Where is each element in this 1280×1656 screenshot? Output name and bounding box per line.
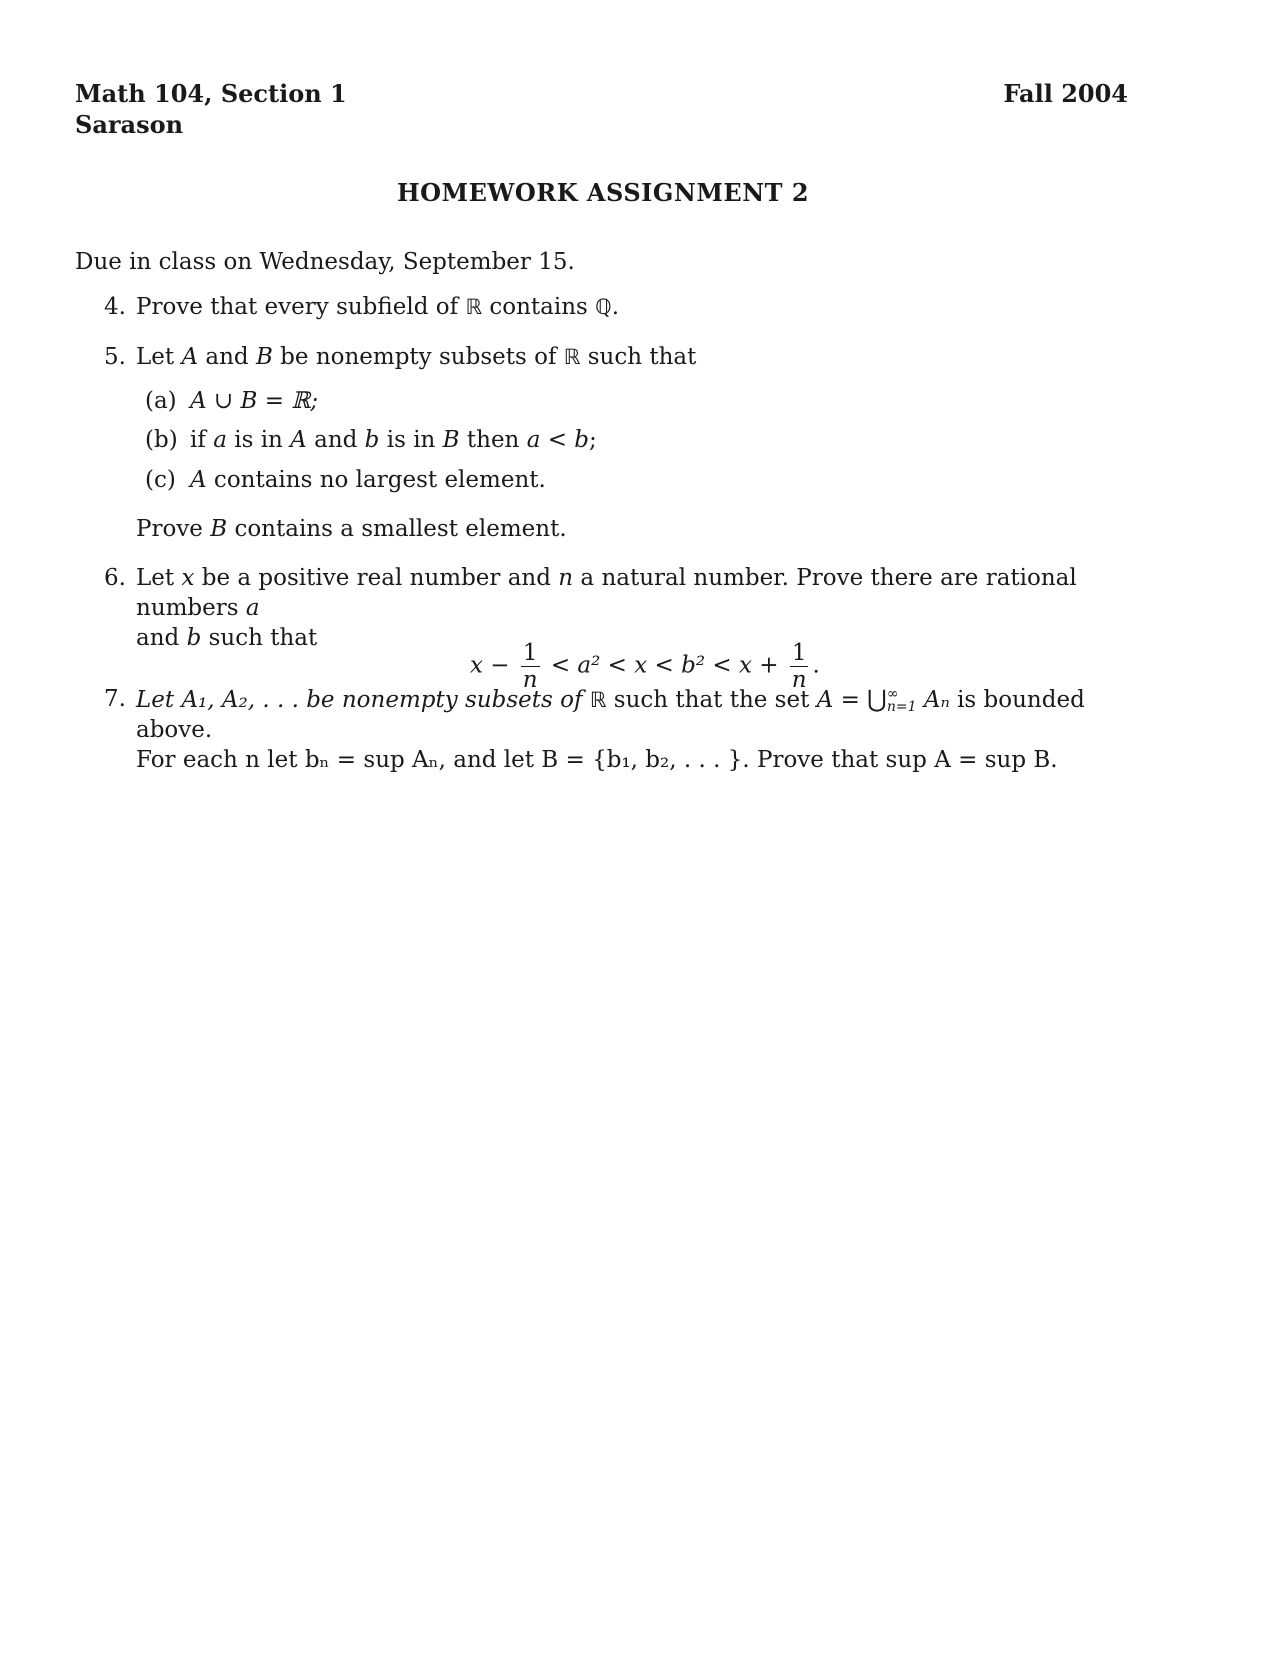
math-term: A = [816, 687, 860, 713]
problem-text: is bounded above. [136, 687, 1085, 743]
problem-text: such that [201, 625, 318, 651]
reals-symbol: ℝ [563, 345, 581, 369]
condition-label: (c) [145, 467, 176, 493]
set-b: B [255, 344, 273, 370]
problem-5-conclusion [104, 514, 1124, 544]
condition-text: and [306, 427, 365, 453]
problem-text: . [611, 294, 620, 320]
due-date: Due in class on Wednesday, September 15. [75, 249, 575, 275]
problem-text: contains a smallest element. [227, 516, 567, 542]
header-left [75, 78, 347, 140]
var-a: a [245, 595, 260, 621]
var-a: a [213, 427, 227, 453]
problem-text: be a positive real number and [194, 565, 559, 591]
var-x: x [181, 565, 195, 591]
problem-text: be nonempty subsets of [272, 344, 564, 370]
reals-symbol: ℝ [465, 295, 483, 319]
math-term: < a² < x < b² < x + [550, 652, 779, 679]
condition-c [145, 467, 546, 493]
problem-number: 7. [104, 686, 126, 712]
inequality: a < b [526, 427, 590, 453]
problem-text: Let A₁, A₂, . . . be nonempty subsets of [136, 687, 590, 713]
math-term: x − [470, 652, 510, 679]
course-name: Math 104, Section 1 [75, 79, 347, 108]
numerator: 1 [791, 640, 807, 666]
problem-number: 6. [104, 565, 126, 591]
condition-text: A ∪ B = ℝ; [190, 388, 319, 414]
upper-limit: ∞ [886, 686, 899, 702]
condition-b [145, 427, 597, 453]
math-term: Aₙ [923, 687, 950, 713]
set-b: B [442, 427, 460, 453]
var-b: b [364, 427, 380, 453]
problem-number: 5. [104, 344, 126, 370]
problem-text: Prove [136, 516, 211, 542]
problem-text: Prove that every subfield of [136, 294, 466, 320]
numerator: 1 [522, 640, 538, 666]
condition-text: ; [589, 427, 597, 453]
lower-limit: n=1 [886, 699, 917, 715]
problem-text: a natural number. Prove there are rational numbers [136, 565, 1077, 621]
problem-7 [104, 684, 1154, 775]
problem-text: such that the set [606, 687, 817, 713]
var-n: n [558, 565, 574, 591]
problem-text: Let [136, 565, 182, 591]
set-b: B [210, 516, 228, 542]
union-symbol: ⋃ [867, 685, 887, 713]
var-b: b [186, 625, 202, 651]
problem-text: such that [580, 344, 697, 370]
problem-text: contains [482, 294, 596, 320]
condition-text: then [459, 427, 527, 453]
assignment-title: HOMEWORK ASSIGNMENT 2 [396, 178, 810, 207]
condition-text: is in [226, 427, 291, 453]
problem-text: For each n let bₙ = sup Aₙ, and let B = {b₁, b₂, . . . }. Prove that sup A = sup B. [136, 747, 1058, 773]
set-a: A [181, 344, 199, 370]
instructor-name: Sarason [75, 110, 184, 139]
condition-a [145, 388, 318, 414]
denominator: n [791, 667, 807, 693]
problem-number: 4. [104, 294, 126, 320]
problem-text: and [136, 625, 187, 651]
problem-4 [104, 292, 1124, 322]
union-limits [887, 688, 917, 714]
math-term: . [812, 652, 820, 679]
term-label: Fall 2004 [1003, 79, 1128, 108]
set-a: A [190, 467, 207, 493]
condition-text: contains no largest element. [206, 467, 546, 493]
reals-symbol: ℝ [589, 688, 607, 712]
condition-text: if [190, 427, 214, 453]
condition-label: (b) [145, 427, 178, 453]
set-a: A [290, 427, 307, 453]
denominator: n [522, 667, 538, 693]
problem-text: and [198, 344, 256, 370]
rationals-symbol: ℚ [595, 295, 612, 319]
condition-text: is in [379, 427, 443, 453]
problem-text: Let [136, 344, 182, 370]
problem-5 [104, 342, 1124, 372]
condition-label: (a) [145, 388, 177, 414]
